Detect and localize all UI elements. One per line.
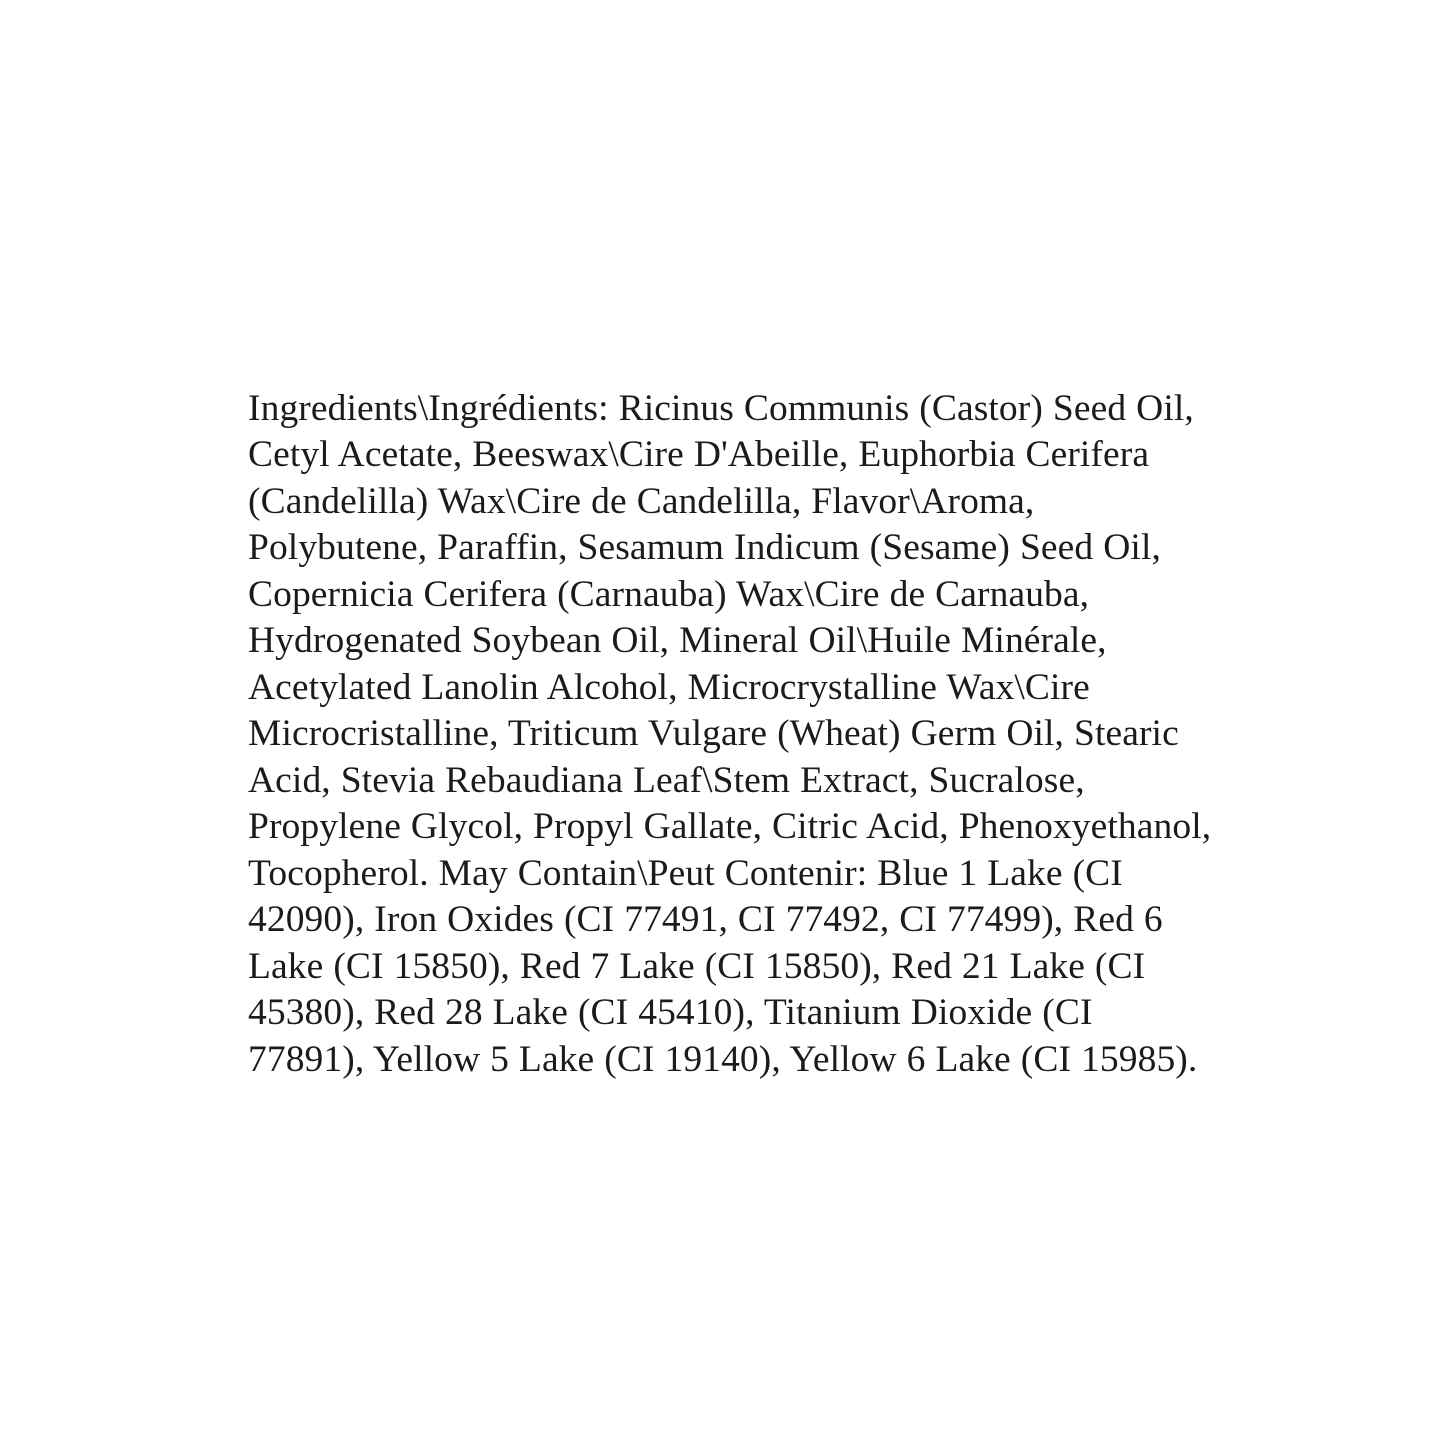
ingredients-paragraph: Ingredients\Ingrédients: Ricinus Communis (Castor) Seed Oil, Cetyl Acetate, Beeswax\Cire D'Abeille, Euphorbia Cerifera (Candelilla) Wax\Cire de Candelilla, Flavor\Aroma, Polybutene, Paraffin, Sesamum Indicum (Sesame) Seed Oil, Copernicia Cerifera (Carnauba) Wax\Cire de Carnauba, Hydrogenated Soybean Oil, Mineral Oil\Huile Minérale, Acetylated Lanolin Alcohol, Microcrystalline Wax\Cire Microcristalline, Triticum Vulgare (Wheat) Germ Oil, Stearic Acid, Stevia Rebaudiana Leaf\Stem Extract, Sucralose, Propylene Glycol, Propyl Gallate, Citric Acid, Phenoxyethanol, Tocopherol. May Contain\Peut Contenir: Blue 1 Lake (CI 42090), Iron Oxides (CI 77491, CI 77492, CI 77499), Red 6 Lake (CI 15850), Red 7 Lake (CI 15850), Red 21 Lake (CI 45380), Red 28 Lake (CI 45410), Titanium Dioxide (CI 77891), Yellow 5 Lake (CI 19140), Yellow 6 Lake (CI 15985). xyxy=(248,387,1212,1080)
ingredients-block xyxy=(248,348,1213,1121)
